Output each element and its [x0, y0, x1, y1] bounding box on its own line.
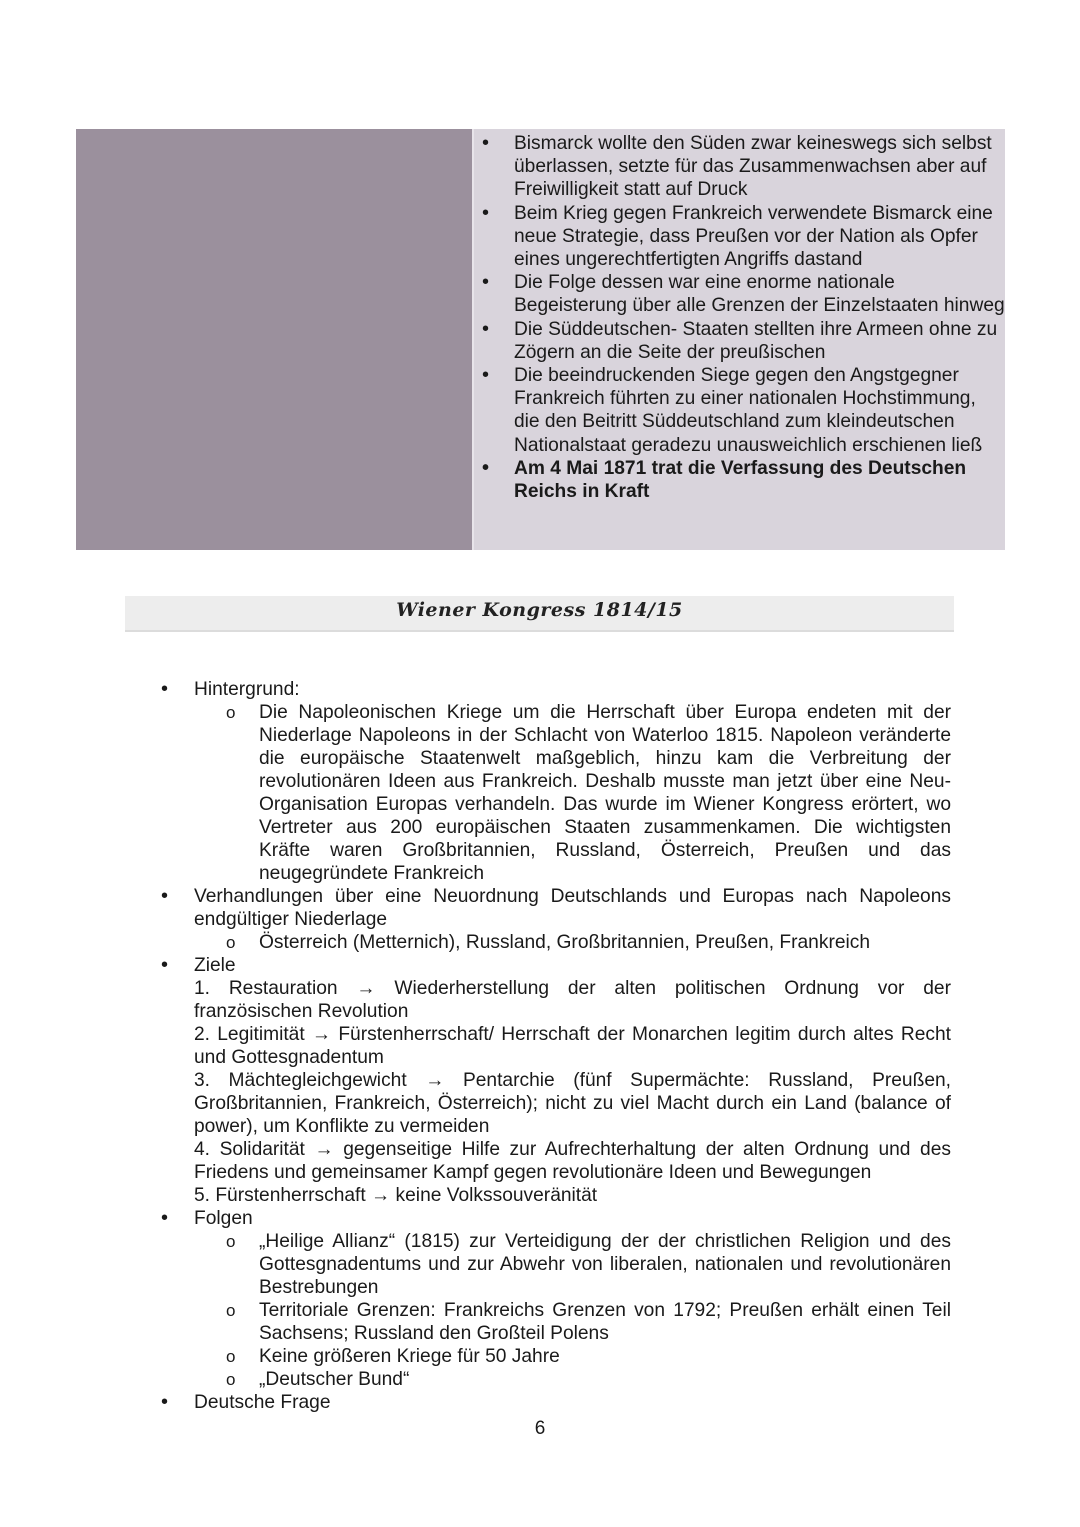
- bullet-icon: •: [161, 678, 169, 700]
- list-item: • Bismarck wollte den Süden zwar keineswegs sich selbst überlassen, setzte für das Zusammenwachsen aber auf Freiwilligkeit statt auf Druck: [474, 132, 1005, 202]
- circle-bullet-icon: o: [226, 1301, 236, 1320]
- sub-list-item: [0, 931, 951, 954]
- section-heading-band: [125, 596, 954, 632]
- circle-bullet-icon: o: [226, 1370, 236, 1389]
- sub-list-item: [0, 1345, 951, 1368]
- ziel-item: 5. Fürstenherrschaft → keine Volkssouveränität: [194, 1185, 598, 1206]
- sub-list-item: [0, 701, 951, 885]
- folgen-label: Folgen: [194, 1208, 253, 1229]
- sub-list-item: [0, 1230, 951, 1299]
- circle-bullet-icon: o: [226, 933, 236, 952]
- verhandlungen-text: Verhandlungen über eine Neuordnung Deutschlands und Europas nach Napoleons endgültiger Niederlage: [194, 886, 951, 930]
- folgen-text: „Heilige Allianz“ (1815) zur Verteidigung der der christlichen Religion und des Gottesgnadentums und zur Abwehr von liberalen, nationalen und revolutionären Bestrebungen: [259, 1231, 951, 1298]
- section-heading: Wiener Kongress 1814/15: [396, 599, 683, 621]
- ziel-item: 2. Legitimität → Fürstenherrschaft/ Herrschaft der Monarchen legitim durch altes Recht und Gottesgnadentum: [194, 1024, 951, 1068]
- list-item: • Die Süddeutschen- Staaten stellten ihre Armeen ohne zu Zögern an die Seite der preußischen: [474, 318, 1005, 364]
- list-item: • Die beeindruckenden Siege gegen den Angstgegner Frankreich führten zu einer nationalen Hochstimmung, die den Beitritt Süddeutschland zum kleindeutschen Nationalstaat geradezu unausweichlich erschienen ließ: [474, 364, 1005, 457]
- list-item-bold: • Am 4 Mai 1871 trat die Verfassung des Deutschen Reichs in Kraft: [474, 457, 1005, 503]
- verhandlungen-sub: Österreich (Metternich), Russland, Großbritannien, Preußen, Frankreich: [259, 932, 871, 953]
- deutsche-frage-label: Deutsche Frage: [194, 1392, 331, 1413]
- summary-table: [76, 129, 1005, 550]
- list-item-deutsche-frage: [0, 1391, 951, 1414]
- section-body: [0, 678, 1080, 1414]
- hintergrund-text: Die Napoleonischen Kriege um die Herrschaft über Europa endeten mit der Niederlage Napoleons in der Schlacht von Waterloo 1815. Napoleon veränderte die europäische Staatenwelt maßgeblich, hinzu kam die Verbreitung der revolutionären Ideen aus Frankreich. Deshalb musste man jetzt über eine Neu- Organisation Europas verhandeln. Das wurde im Wiener Kongress erörtert, wo Vertreter aus 200 europäischen Staaten zusammenkamen. Die wichtigsten Kräfte waren Großbritannien, Russland, Österreich, Preußen und das neugegründete Frankreich: [259, 702, 951, 884]
- folgen-text: Keine größeren Kriege für 50 Jahre: [259, 1346, 560, 1367]
- bullet-icon: •: [161, 885, 169, 907]
- list-item-ziele: [0, 954, 951, 977]
- sub-list-item: [0, 1368, 951, 1391]
- list-item-verhandlungen: [0, 885, 951, 931]
- sub-list-item: [0, 1299, 951, 1345]
- bullet-icon: •: [161, 1207, 169, 1229]
- list-item-folgen: [0, 1207, 951, 1230]
- summary-bullet-list: [474, 132, 1005, 503]
- ziel-item: 1. Restauration → Wiederherstellung der alten politischen Ordnung vor der französischen Revolution: [194, 978, 951, 1022]
- circle-bullet-icon: o: [226, 1232, 236, 1251]
- list-item: • Beim Krieg gegen Frankreich verwendete Bismarck eine neue Strategie, dass Preußen vor der Nation als Opfer eines ungerechtfertigten Angriffs dastand: [474, 202, 1005, 272]
- bullet-icon: •: [161, 954, 169, 976]
- table-right-cell: [474, 129, 1005, 550]
- table-left-cell: [76, 129, 472, 550]
- circle-bullet-icon: o: [226, 1347, 236, 1366]
- page-number: 6: [534, 1418, 546, 1439]
- ziel-item: 4. Solidarität → gegenseitige Hilfe zur Aufrechterhaltung der alten Ordnung und des Friedens und gemeinsamer Kampf gegen revolutionäre Ideen und Bewegungen: [194, 1139, 951, 1183]
- hintergrund-label: Hintergrund:: [194, 679, 300, 700]
- ziele-label: Ziele: [194, 955, 236, 976]
- list-item: • Die Folge dessen war eine enorme nationale Begeisterung über alle Grenzen der Einzelstaaten hinweg: [474, 271, 1005, 317]
- circle-bullet-icon: o: [226, 703, 236, 722]
- list-item-hintergrund: [0, 678, 951, 701]
- folgen-text: „Deutscher Bund“: [259, 1369, 410, 1390]
- bullet-icon: •: [161, 1391, 169, 1413]
- folgen-text: Territoriale Grenzen: Frankreichs Grenzen von 1792; Preußen erhält einen Teil Sachsens; Russland den Großteil Polens: [259, 1300, 951, 1344]
- ziel-item: 3. Mächtegleichgewicht → Pentarchie (fünf Supermächte: Russland, Preußen, Großbritannien, Frankreich, Österreich); nicht zu viel Macht durch ein Land (balance of power), um Konflikte zu vermeiden: [194, 1070, 951, 1137]
